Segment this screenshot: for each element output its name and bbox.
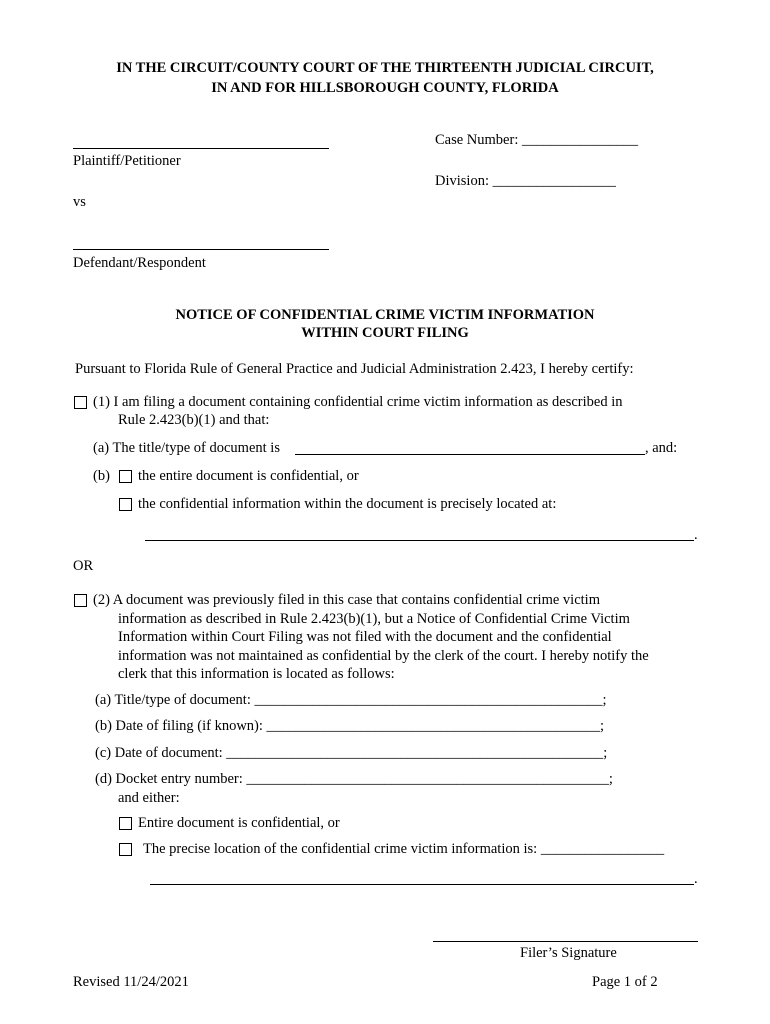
- option2-b-date-filing-field[interactable]: (b) Date of filing (if known): ______________________________________________;: [95, 718, 605, 734]
- option2-and-either: and either:: [118, 790, 180, 806]
- plaintiff-label: Plaintiff/Petitioner: [73, 153, 181, 169]
- court-header-line1: IN THE CIRCUIT/COUNTY COURT OF THE THIRTEENTH JUDICIAL CIRCUIT,: [116, 60, 654, 76]
- option2-checkbox[interactable]: [74, 594, 87, 607]
- vs-label: vs: [73, 194, 86, 210]
- court-header-line2: IN AND FOR HILLSBOROUGH COUNTY, FLORIDA: [211, 80, 559, 96]
- option2-a-title-field[interactable]: (a) Title/type of document: ________________________________________________;: [95, 692, 607, 708]
- form-title-line1: NOTICE OF CONFIDENTIAL CRIME VICTIM INFORMATION: [175, 307, 595, 323]
- signature-line[interactable]: [433, 941, 698, 942]
- option2-text-line1: (2) A document was previously filed in this case that contains confidential crime victim: [93, 592, 600, 608]
- defendant-label: Defendant/Respondent: [73, 255, 206, 271]
- option2-text-line2: information as described in Rule 2.423(b)(1), but a Notice of Confidential Crime Victim: [118, 611, 630, 627]
- option2-d-docket-field[interactable]: (d) Docket entry number: __________________________________________________;: [95, 771, 613, 787]
- option2-location-blank-line[interactable]: [150, 884, 694, 885]
- case-number-label: Case Number: ________________: [435, 132, 638, 148]
- option1-b-entire-checkbox[interactable]: [119, 470, 132, 483]
- division-label: Division: _________________: [435, 173, 616, 189]
- option2-location-end: .: [694, 871, 698, 887]
- option1-location-end: .: [694, 527, 698, 543]
- option2-text-line5: clerk that this information is located as follows:: [118, 666, 395, 682]
- option2-c-date-document-field[interactable]: (c) Date of document: ____________________________________________________;: [95, 745, 608, 761]
- option1-text-line1: (1) I am filing a document containing confidential crime victim information as described in: [93, 394, 623, 410]
- option2-location-checkbox[interactable]: [119, 843, 132, 856]
- defendant-blank-line[interactable]: [73, 249, 329, 250]
- signature-label: Filer’s Signature: [520, 945, 617, 961]
- plaintiff-blank-line[interactable]: [73, 148, 329, 149]
- option1-b-label: (b): [93, 468, 110, 484]
- page-number: Page 1 of 2: [592, 974, 658, 990]
- option1-a-blank-line[interactable]: [295, 454, 645, 455]
- option2-location-text: The precise location of the confidential crime victim information is: _________________: [143, 841, 665, 857]
- option1-b-location-text: the confidential information within the document is precisely located at:: [138, 496, 557, 512]
- form-title-line2: WITHIN COURT FILING: [301, 325, 469, 341]
- intro-text: Pursuant to Florida Rule of General Practice and Judicial Administration 2.423, I hereby certify:: [75, 361, 634, 377]
- option1-a-end: , and:: [645, 440, 678, 456]
- or-separator: OR: [73, 558, 94, 574]
- option2-entire-checkbox[interactable]: [119, 817, 132, 830]
- revised-date: Revised 11/24/2021: [73, 974, 189, 990]
- option2-text-line4: information was not maintained as confidential by the clerk of the court. I hereby notify the: [118, 648, 649, 664]
- option2-text-line3: Information within Court Filing was not filed with the document and the confidential: [118, 629, 612, 645]
- option1-checkbox[interactable]: [74, 396, 87, 409]
- option2-entire-text: Entire document is confidential, or: [138, 815, 340, 831]
- option1-location-blank-line[interactable]: [145, 540, 694, 541]
- option1-text-line2: Rule 2.423(b)(1) and that:: [118, 412, 270, 428]
- option1-b-location-checkbox[interactable]: [119, 498, 132, 511]
- option1-b-entire-text: the entire document is confidential, or: [138, 468, 359, 484]
- option1-a-label: (a) The title/type of document is: [93, 440, 280, 456]
